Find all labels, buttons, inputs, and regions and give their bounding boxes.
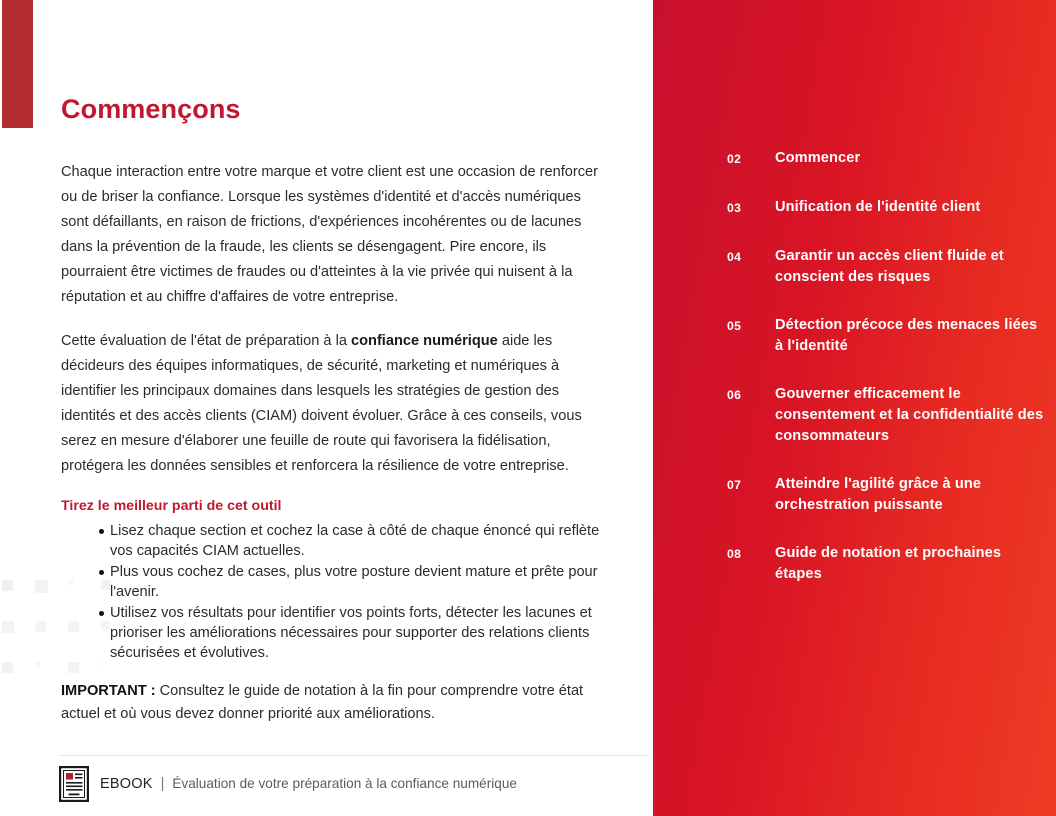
- toc-number: 06: [727, 388, 742, 402]
- toc-list: [727, 148, 1047, 612]
- assessment-bold-term: confiance numérique: [351, 333, 498, 349]
- important-note: [61, 680, 606, 726]
- toc-number: 02: [727, 152, 742, 166]
- list-item: Plus vous cochez de cases, plus votre posture devient mature et prête pour l'avenir.: [61, 562, 606, 603]
- toc-entry-04[interactable]: [727, 246, 1047, 288]
- toc-number: 03: [727, 201, 742, 215]
- ebook-document-icon: [59, 766, 89, 802]
- footer-label: EBOOK: [100, 776, 153, 792]
- footer: [59, 766, 517, 802]
- toc-label: Détection précoce des menaces liées à l'identité: [775, 317, 1038, 354]
- assessment-text-end: aide les décideurs des équipes informatiques, de sécurité, marketing et numériques à identifier les principaux domaines dans lesquels les stratégies de gestion des identités et des accès clients (CIAM) doivent évoluer. Grâce à ces conseils, vous serez en mesure d'élaborer une feuille de route qui favorisera la fidélisation, protégera les données sensibles et renforcera la résilience de votre entreprise.: [61, 333, 582, 474]
- list-item: Lisez chaque section et cochez la case à côté de chaque énoncé qui reflète vos capacités CIAM actuelles.: [61, 521, 606, 562]
- toc-number: 08: [727, 547, 742, 561]
- toc-entry-02[interactable]: [727, 148, 1047, 170]
- toc-label: Garantir un accès client fluide et conscient des risques: [775, 248, 1004, 285]
- toc-label: Guide de notation et prochaines étapes: [775, 545, 1002, 582]
- toc-entry-06[interactable]: [727, 384, 1047, 447]
- footer-divider: [59, 755, 647, 756]
- toc-number: 04: [727, 250, 742, 264]
- important-text: Consultez le guide de notation à la fin pour comprendre votre état actuel et où vous devez donner priorité aux améliorations.: [61, 682, 584, 722]
- table-of-contents-panel: [653, 0, 1056, 816]
- toc-label: Gouverner efficacement le consentement et la confidentialité des consommateurs: [775, 386, 1044, 444]
- tips-bullet-list: [61, 521, 606, 664]
- assessment-text-start: Cette évaluation de l'état de préparation à la: [61, 333, 351, 349]
- toc-number: 07: [727, 478, 742, 492]
- important-label: IMPORTANT :: [61, 682, 156, 699]
- toc-entry-05[interactable]: [727, 315, 1047, 357]
- footer-separator: |: [160, 776, 165, 792]
- toc-label: Unification de l'identité client: [775, 199, 981, 215]
- toc-entry-03[interactable]: [727, 197, 1047, 219]
- body-text-area: [61, 160, 606, 726]
- toc-label: Atteindre l'agilité grâce à une orchestration puissante: [775, 476, 982, 513]
- toc-entry-07[interactable]: [727, 474, 1047, 516]
- footer-text-group: [100, 776, 517, 792]
- tips-subheading: Tirez le meilleur parti de cet outil: [61, 498, 282, 514]
- page-title: Commençons: [61, 94, 241, 124]
- toc-label: Commencer: [775, 150, 861, 166]
- list-item: Utilisez vos résultats pour identifier vos points forts, détecter les lacunes et prioriser les améliorations nécessaires pour supporter des relations clients sécurisées et évolutives.: [61, 603, 606, 664]
- footer-subtitle: Évaluation de votre préparation à la confiance numérique: [172, 776, 517, 791]
- intro-paragraph: Chaque interaction entre votre marque et votre client est une occasion de renforcer ou de briser la confiance. Lorsque les systèmes d'identité et d'accès numériques sont défaillants, en raison de frictions, d'expériences incohérentes ou de lacunes dans la prévention de la fraude, les clients se désengagent. Pire encore, ils pourraient être victimes de fraudes ou d'atteintes à la vie privée qui nuisent à la réputation et au chiffre d'affaires de votre entreprise.: [61, 164, 599, 305]
- assessment-paragraph: [61, 329, 606, 479]
- toc-entry-08[interactable]: [727, 543, 1047, 585]
- toc-number: 05: [727, 319, 742, 333]
